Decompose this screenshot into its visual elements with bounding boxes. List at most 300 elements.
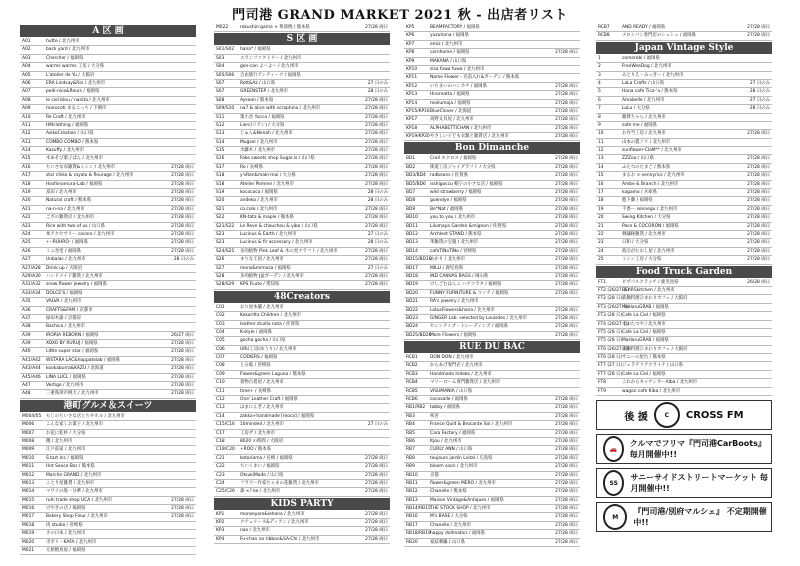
vendor-days: 27/28 両日	[555, 273, 578, 279]
vendor-days: 27/28 両日	[555, 480, 578, 486]
vendor-days	[578, 354, 580, 361]
booth-id: S04	[216, 64, 225, 70]
list-item	[214, 430, 390, 438]
list-item	[404, 206, 580, 214]
booth-id: A03	[22, 55, 31, 61]
booth-id: BD5/BD6	[406, 181, 426, 187]
vendor-name: Fake sweets shop Sugar.is / 山口県	[240, 156, 315, 162]
vendor-name: zakka+handmade [moca] / 福岡県	[240, 413, 315, 419]
column-4	[596, 24, 772, 532]
booth-id: S22	[216, 215, 225, 221]
booth-id: S11	[216, 114, 225, 120]
list-item	[214, 114, 390, 122]
vendor-days: 27/28 両日	[365, 173, 388, 179]
vendor-name: Swing Kitchen / 大分県	[622, 215, 671, 221]
booth-id: 19	[598, 206, 604, 212]
vendor-days: 27/28 両日	[555, 248, 578, 254]
booth-id: BD23	[406, 315, 418, 321]
booth-id: A31/A32	[22, 282, 41, 288]
list-item	[20, 374, 196, 382]
vendor-days: 27/28 両日	[365, 122, 388, 128]
vendor-days	[194, 488, 196, 495]
booth-id: A07	[22, 89, 31, 95]
vendor-name: Cafe La Ciel / 福岡県	[622, 329, 666, 335]
vendor-days: 27/28 両日	[555, 125, 578, 131]
sunnyside-ad-text: サニーサイドストリートマーケット 毎月開催中!!	[630, 473, 768, 494]
booth-id: 15	[598, 173, 604, 179]
vendor-days: 27/28 両日	[555, 472, 578, 478]
vendor-name: マワイの海一分華 / 北九州市	[46, 489, 103, 495]
vendor-name: Hiroreatta / 福岡県	[430, 92, 470, 98]
vendor-days	[770, 362, 772, 369]
booth-id: KP19/KP20	[406, 134, 430, 140]
list-item	[596, 287, 772, 295]
vendor-name: けやきの店 / 福岡県	[46, 506, 86, 512]
vendor-name: K-style / 福岡県	[240, 329, 272, 335]
booth-id: 10	[598, 131, 604, 137]
vendor-name: One' Leather Craft / 福岡県	[240, 397, 298, 403]
section-header: KIDS PARTY	[214, 498, 390, 510]
vendor-name: monseyore&lehana / 北九州市	[240, 511, 305, 517]
vendor-days: 27/28 両日	[747, 248, 770, 254]
vendor-name: MaHaruGRAB / 福岡県	[622, 304, 669, 310]
vendor-name: +-:RUHRO- / 福岡県	[46, 240, 88, 246]
vendor-name: OtsukiMade / 山口県	[240, 472, 284, 478]
vendor-days	[770, 354, 772, 361]
list-item	[596, 231, 772, 239]
vendor-name: cafeTiNoTiNo / 宮崎県	[430, 248, 477, 254]
booth-id: A26	[22, 248, 31, 254]
booth-id: 5	[598, 89, 601, 95]
booth-id: A02	[22, 47, 31, 53]
booth-id: RB11	[406, 480, 418, 486]
vendor-name: happy dollmatics / 福岡県	[430, 531, 486, 537]
list-item	[214, 80, 390, 88]
list-item	[20, 155, 196, 163]
list-item	[214, 536, 390, 544]
booth-id: RB17	[406, 522, 418, 528]
vendor-days	[578, 298, 580, 305]
vendor-name: Amabelle / 北九州市	[622, 97, 665, 103]
vendor-name: back yard / 北九州市	[46, 47, 90, 53]
vendor-name: Le Reve & chouchou & yibo / 山口県	[240, 223, 318, 229]
vendor-name: とみ亀 / 宮崎県	[240, 363, 271, 369]
vendor-days	[388, 63, 390, 70]
booth-id: KP2	[216, 520, 225, 526]
vendor-days	[388, 354, 390, 361]
list-item	[404, 323, 580, 331]
booth-id: 14	[598, 164, 604, 170]
vendor-days: 27/28 両日	[365, 480, 388, 486]
list-item	[20, 72, 196, 80]
list-item	[404, 223, 580, 231]
list-item	[596, 130, 772, 138]
vendor-days: 27/28 両日	[171, 514, 194, 520]
list-item	[596, 279, 772, 287]
list-item	[214, 404, 390, 412]
booth-id: A18	[22, 181, 31, 187]
list-item	[596, 80, 772, 88]
list-item	[404, 58, 580, 66]
booth-id: S19	[216, 190, 225, 196]
vendor-days: 27/28 両日	[365, 257, 388, 263]
vendor-name: GREENSTEP / 北九州市	[240, 89, 289, 95]
booth-id: 7	[598, 106, 601, 112]
vendor-days	[194, 522, 196, 529]
list-item	[20, 365, 196, 373]
vendor-name: さの日本 / 北九州市	[46, 531, 86, 537]
vendor-days: 27/28 両日	[555, 539, 578, 545]
vendor-days	[578, 32, 580, 39]
vendor-days	[194, 88, 196, 95]
vendor-days	[194, 130, 196, 137]
booth-id: 22	[598, 231, 604, 237]
vendor-days: 27/28 両日	[365, 206, 388, 212]
vendor-days	[194, 273, 196, 280]
booth-id: S01/S02	[216, 47, 235, 53]
vendor-days: 27/28 両日	[555, 506, 578, 512]
vendor-name: 山本の農ソリ / 北九州市	[622, 139, 671, 145]
booth-id: S13	[216, 131, 225, 137]
booth-id: M006	[22, 422, 35, 428]
vendor-days: 27/28 両日	[747, 215, 770, 221]
vendor-days	[388, 430, 390, 437]
vendor-days	[194, 323, 196, 330]
list-item	[596, 139, 772, 147]
booth-id: S17	[216, 164, 225, 170]
booth-id: RB14/RB15	[406, 506, 431, 512]
list-item	[214, 281, 390, 289]
booth-id: M021	[22, 548, 35, 554]
vendor-days: 27/28 両日	[555, 190, 578, 196]
booth-id: C07	[216, 355, 225, 361]
booth-id: KP18	[406, 125, 418, 131]
list-item	[404, 430, 580, 438]
list-item	[20, 55, 196, 63]
vendor-name: Ambe & Branch / 北九州市	[622, 181, 679, 187]
list-item	[20, 315, 196, 323]
vendor-name: Kokoritta Children / 北九州市	[240, 313, 302, 319]
list-item	[404, 281, 580, 289]
list-item	[214, 455, 390, 463]
vendor-name: you to you / 北九州市	[430, 215, 476, 221]
list-item	[596, 371, 772, 379]
list-item	[20, 547, 196, 555]
vendor-days	[388, 46, 390, 53]
vendor-days: 27/28 両日	[365, 273, 388, 279]
vendor-days	[770, 312, 772, 319]
list-item	[20, 38, 196, 46]
vendor-name: Lucinus & Earth / 北九州市	[240, 231, 297, 237]
booth-id: RCB8	[598, 33, 610, 39]
booth-id: BD7	[406, 190, 416, 196]
vendor-days: 27/28 両日	[171, 173, 194, 179]
vendor-name: y'sRan&maki-mai / 大分県	[240, 173, 296, 179]
booth-id: A17	[22, 173, 31, 179]
vendor-days: 26/28 両日	[747, 279, 770, 285]
vendor-days	[388, 72, 390, 79]
vendor-days: 27/28 両日	[555, 173, 578, 179]
vendor-days: 27/28 両日	[171, 240, 194, 246]
list-item	[596, 32, 772, 40]
carboots-ad-text: クルマでフリマ『門司港CarBoots』 毎月開催中!!	[629, 439, 766, 460]
list-item	[214, 312, 390, 320]
vendor-days	[578, 58, 580, 65]
list-item	[214, 223, 390, 231]
booth-id: A40	[22, 349, 31, 355]
vendor-name: Name Flower - 名前入れ&ガーデン / 熊本県	[430, 75, 520, 81]
booth-id: C17	[216, 430, 225, 436]
booth-id: A35	[22, 299, 31, 305]
booth-id: BD20	[406, 290, 418, 296]
vendor-name: Lierc(リアン) / 大分県	[240, 122, 285, 128]
list-item	[214, 97, 390, 105]
booth-id: FT8	[598, 380, 606, 386]
booth-id: C15/C16	[216, 422, 235, 428]
vendor-name: 多肉植物 Pink Leaf & 木の実クラフト / 北九州市	[240, 248, 338, 254]
vendor-days: 27/28 両日	[747, 206, 770, 212]
vendor-name: もじのちいさな店とちやホル / 北九州市	[46, 413, 125, 419]
booth-id: BD9	[406, 206, 416, 212]
booth-id: 21	[598, 223, 604, 229]
list-item	[596, 206, 772, 214]
carboots-ad	[596, 434, 772, 464]
vendor-name: kotoriama / 長崎 / 福岡県	[240, 455, 293, 461]
vendor-name: flower&green MERO / 北九州市	[430, 480, 496, 486]
booth-id: BD11	[406, 223, 418, 229]
vendor-days: 28 日のみ	[367, 89, 388, 95]
section-header: S 区 画	[214, 33, 390, 45]
vendor-name: クチュリーヌ&ディアン / 北九州市	[240, 520, 309, 526]
booth-id: M014	[22, 489, 35, 495]
list-item	[20, 181, 196, 189]
vendor-name: L'atelier de Yu / 大阪府	[46, 72, 95, 78]
vendor-days: 27/28 両日	[555, 332, 578, 338]
list-item	[596, 388, 772, 396]
list-item	[596, 321, 772, 329]
list-item	[404, 100, 580, 108]
vendor-days: 27/28 両日	[555, 315, 578, 321]
vendor-days: 27/28 両日	[747, 181, 770, 187]
list-item	[596, 189, 772, 197]
list-item	[596, 63, 772, 71]
vendor-name: IND CANVAS BAGS / 岡山県	[430, 273, 489, 279]
vendor-days: 27/28 両日	[555, 397, 578, 403]
booth-id: A41/A42	[22, 357, 41, 363]
vendor-name: mono&mimosa / 福岡県	[240, 265, 291, 271]
vendor-name: Mugsel / 北九州市	[240, 139, 278, 145]
list-item	[214, 321, 390, 329]
vendor-name: XOXO BY RURUJ / 福岡県	[46, 341, 98, 347]
list-item	[20, 413, 196, 421]
list-item	[20, 307, 196, 315]
section-header: A 区 画	[20, 25, 196, 37]
list-item	[214, 214, 390, 222]
booth-id: A01	[22, 39, 31, 44]
vendor-name: MaHaruGRAB / 福岡県	[622, 338, 669, 344]
booth-id: KP12	[406, 83, 418, 89]
list-item	[596, 239, 772, 247]
list-item	[404, 164, 580, 172]
vendor-name: wild strawberry / 福岡県	[430, 190, 482, 196]
vendor-name: Marche GRAND / 北九州市	[46, 472, 102, 478]
section-header: RUE DU BAC	[404, 341, 580, 353]
booth-id: BD1	[406, 156, 416, 162]
vendor-days: 27/28 両日	[365, 164, 388, 170]
vendor-name: 咲宮	[430, 413, 439, 419]
vendor-days: 27/28 両日	[171, 215, 194, 221]
vendor-days: 27/28 両日	[365, 25, 388, 30]
vendor-name: cocoxalle / 福岡県	[430, 397, 468, 403]
booth-id: FT9	[598, 388, 606, 394]
list-item	[404, 133, 580, 141]
booth-id: C02	[216, 313, 225, 319]
list-item	[214, 248, 390, 256]
list-item	[214, 346, 390, 354]
vendor-name: ALPHABETTICHAN / 北九州市	[430, 125, 492, 131]
vendor-days: 27/28 両日	[555, 282, 578, 288]
list-item	[20, 105, 196, 113]
list-item	[20, 122, 196, 130]
booth-id: S20	[216, 198, 225, 204]
list-item	[20, 340, 196, 348]
vendor-name: ruhi trade shop UCA / 北九州市	[46, 497, 113, 503]
list-item	[596, 346, 772, 354]
list-item	[596, 214, 772, 222]
vendor-days	[770, 321, 772, 328]
booth-id: RCB3	[406, 371, 418, 377]
list-item	[214, 379, 390, 387]
vendor-name: ミシン工房 / 大分県	[622, 257, 662, 263]
vendor-days: 27/28 両日	[171, 374, 194, 380]
vendor-days	[388, 337, 390, 344]
booth-id: M018	[22, 522, 35, 528]
list-item	[20, 248, 196, 256]
list-item	[596, 181, 772, 189]
booth-id: A27/A28	[22, 265, 41, 271]
vendor-days	[194, 298, 196, 305]
booth-id: C13	[216, 405, 225, 411]
vendor-name: KN-tata & maple / 熊本県	[240, 215, 294, 221]
vendor-name: BlueClover / 北海道	[430, 108, 472, 114]
booth-id: FT7 (27 日)	[598, 363, 623, 369]
list-item	[214, 197, 390, 205]
list-item	[20, 446, 196, 454]
booth-id: M015	[22, 497, 35, 503]
booth-id: RB4	[406, 422, 415, 428]
vendor-name: 街道工房ジャイグラフト / 大分県	[430, 164, 496, 170]
list-item	[214, 231, 390, 239]
list-item	[214, 239, 390, 247]
vendor-days: 27/28 両日	[365, 215, 388, 221]
booth-id: KP3	[216, 528, 225, 534]
vendor-name: 工房ザ / 北九州市	[240, 430, 276, 436]
vendor-name: ポポリ - KAFA / 北九州市	[46, 539, 97, 545]
vendor-name: S.tart Inc / 福岡県	[46, 455, 84, 461]
list-item	[596, 114, 772, 122]
vendor-name: Lilumaya Garden &mignon / 佐賀県	[430, 223, 507, 229]
booth-id: A14	[22, 148, 31, 154]
booth-id: RB20	[406, 539, 418, 545]
list-item	[20, 46, 196, 54]
booth-id: RB3	[406, 413, 415, 419]
vendor-days: 27/28 両日	[555, 464, 578, 470]
vendor-name: ちいさな布雑貨&ミシン / 北九州市	[46, 164, 116, 170]
list-item	[20, 80, 196, 88]
list-item	[214, 304, 390, 312]
booth-id: S28	[216, 273, 225, 279]
vendor-days: 27/28 両日	[555, 100, 578, 106]
vendor-days	[388, 312, 390, 319]
vendor-days: 27/28 両日	[555, 307, 578, 313]
vendor-days	[194, 63, 196, 70]
booth-id: FT7 (28 日)	[598, 371, 623, 377]
vendor-name: HMclothing / 福岡県	[46, 122, 89, 128]
list-item	[20, 438, 196, 446]
vendor-days: 27/28 両日	[555, 223, 578, 229]
vendor-name: snow flower jewelry / 福岡県	[46, 282, 107, 288]
booth-id: 20	[598, 215, 604, 221]
booth-id: BD15/BD16	[406, 257, 432, 263]
list-item	[404, 488, 580, 496]
vendor-name: isshigoccu 帽子の小さな店 / 福岡県	[430, 181, 503, 187]
list-item	[596, 379, 772, 387]
list-item	[20, 530, 196, 538]
vendor-name: RA's jewelry / 北九州市	[430, 299, 479, 305]
list-item	[214, 130, 390, 138]
list-item	[20, 472, 196, 480]
booth-id: KP8	[406, 50, 415, 56]
booth-id: 11	[598, 139, 604, 145]
vendor-days	[194, 463, 196, 470]
list-item	[214, 438, 390, 446]
list-item	[20, 214, 196, 222]
list-item	[214, 527, 390, 535]
vendor-name: star chiko & rayalo & fleurage / 北九州市	[46, 173, 134, 179]
list-item	[20, 298, 196, 306]
list-item	[20, 382, 196, 390]
vendor-name: 元祖焼鳥屋 / 福岡県	[46, 548, 86, 554]
vendor-days: 27/28 両日	[555, 430, 578, 436]
booth-id: KP10	[406, 66, 418, 72]
vendor-days	[578, 74, 580, 81]
vendor-name: 革雑貨の宝箱 / 北九州市	[430, 240, 479, 246]
vendor-days: 28 日のみ	[367, 190, 388, 196]
vendor-days	[194, 46, 196, 53]
vendor-days: 27/28 両日	[365, 114, 388, 120]
booth-id: A10	[22, 114, 31, 120]
list-item	[404, 332, 580, 340]
vendor-name: Little super star / 福岡県	[46, 349, 99, 355]
booth-id: 12	[598, 148, 604, 154]
vendor-name: 鉄鍋料理ひまわりカフェ / 大阪府	[622, 346, 688, 352]
vendor-name: ジェラテリアクライナ / 山口県	[622, 363, 683, 369]
vendor-days	[770, 346, 772, 353]
booth-id: C12	[216, 397, 225, 403]
booth-id: M009	[22, 447, 35, 453]
list-item	[20, 265, 196, 273]
list-item	[20, 513, 196, 521]
booth-id: RB6	[406, 438, 415, 444]
vendor-days: 27/28 両日	[171, 248, 194, 254]
sponsor-label: 後 援	[624, 411, 648, 423]
vendor-days	[194, 97, 196, 104]
list-item	[404, 463, 580, 471]
vendor-name: sisa fuwa fuwa / 北九州市	[430, 66, 485, 72]
list-item	[596, 122, 772, 130]
list-item	[404, 83, 580, 91]
booth-id: RCB6	[406, 397, 418, 403]
